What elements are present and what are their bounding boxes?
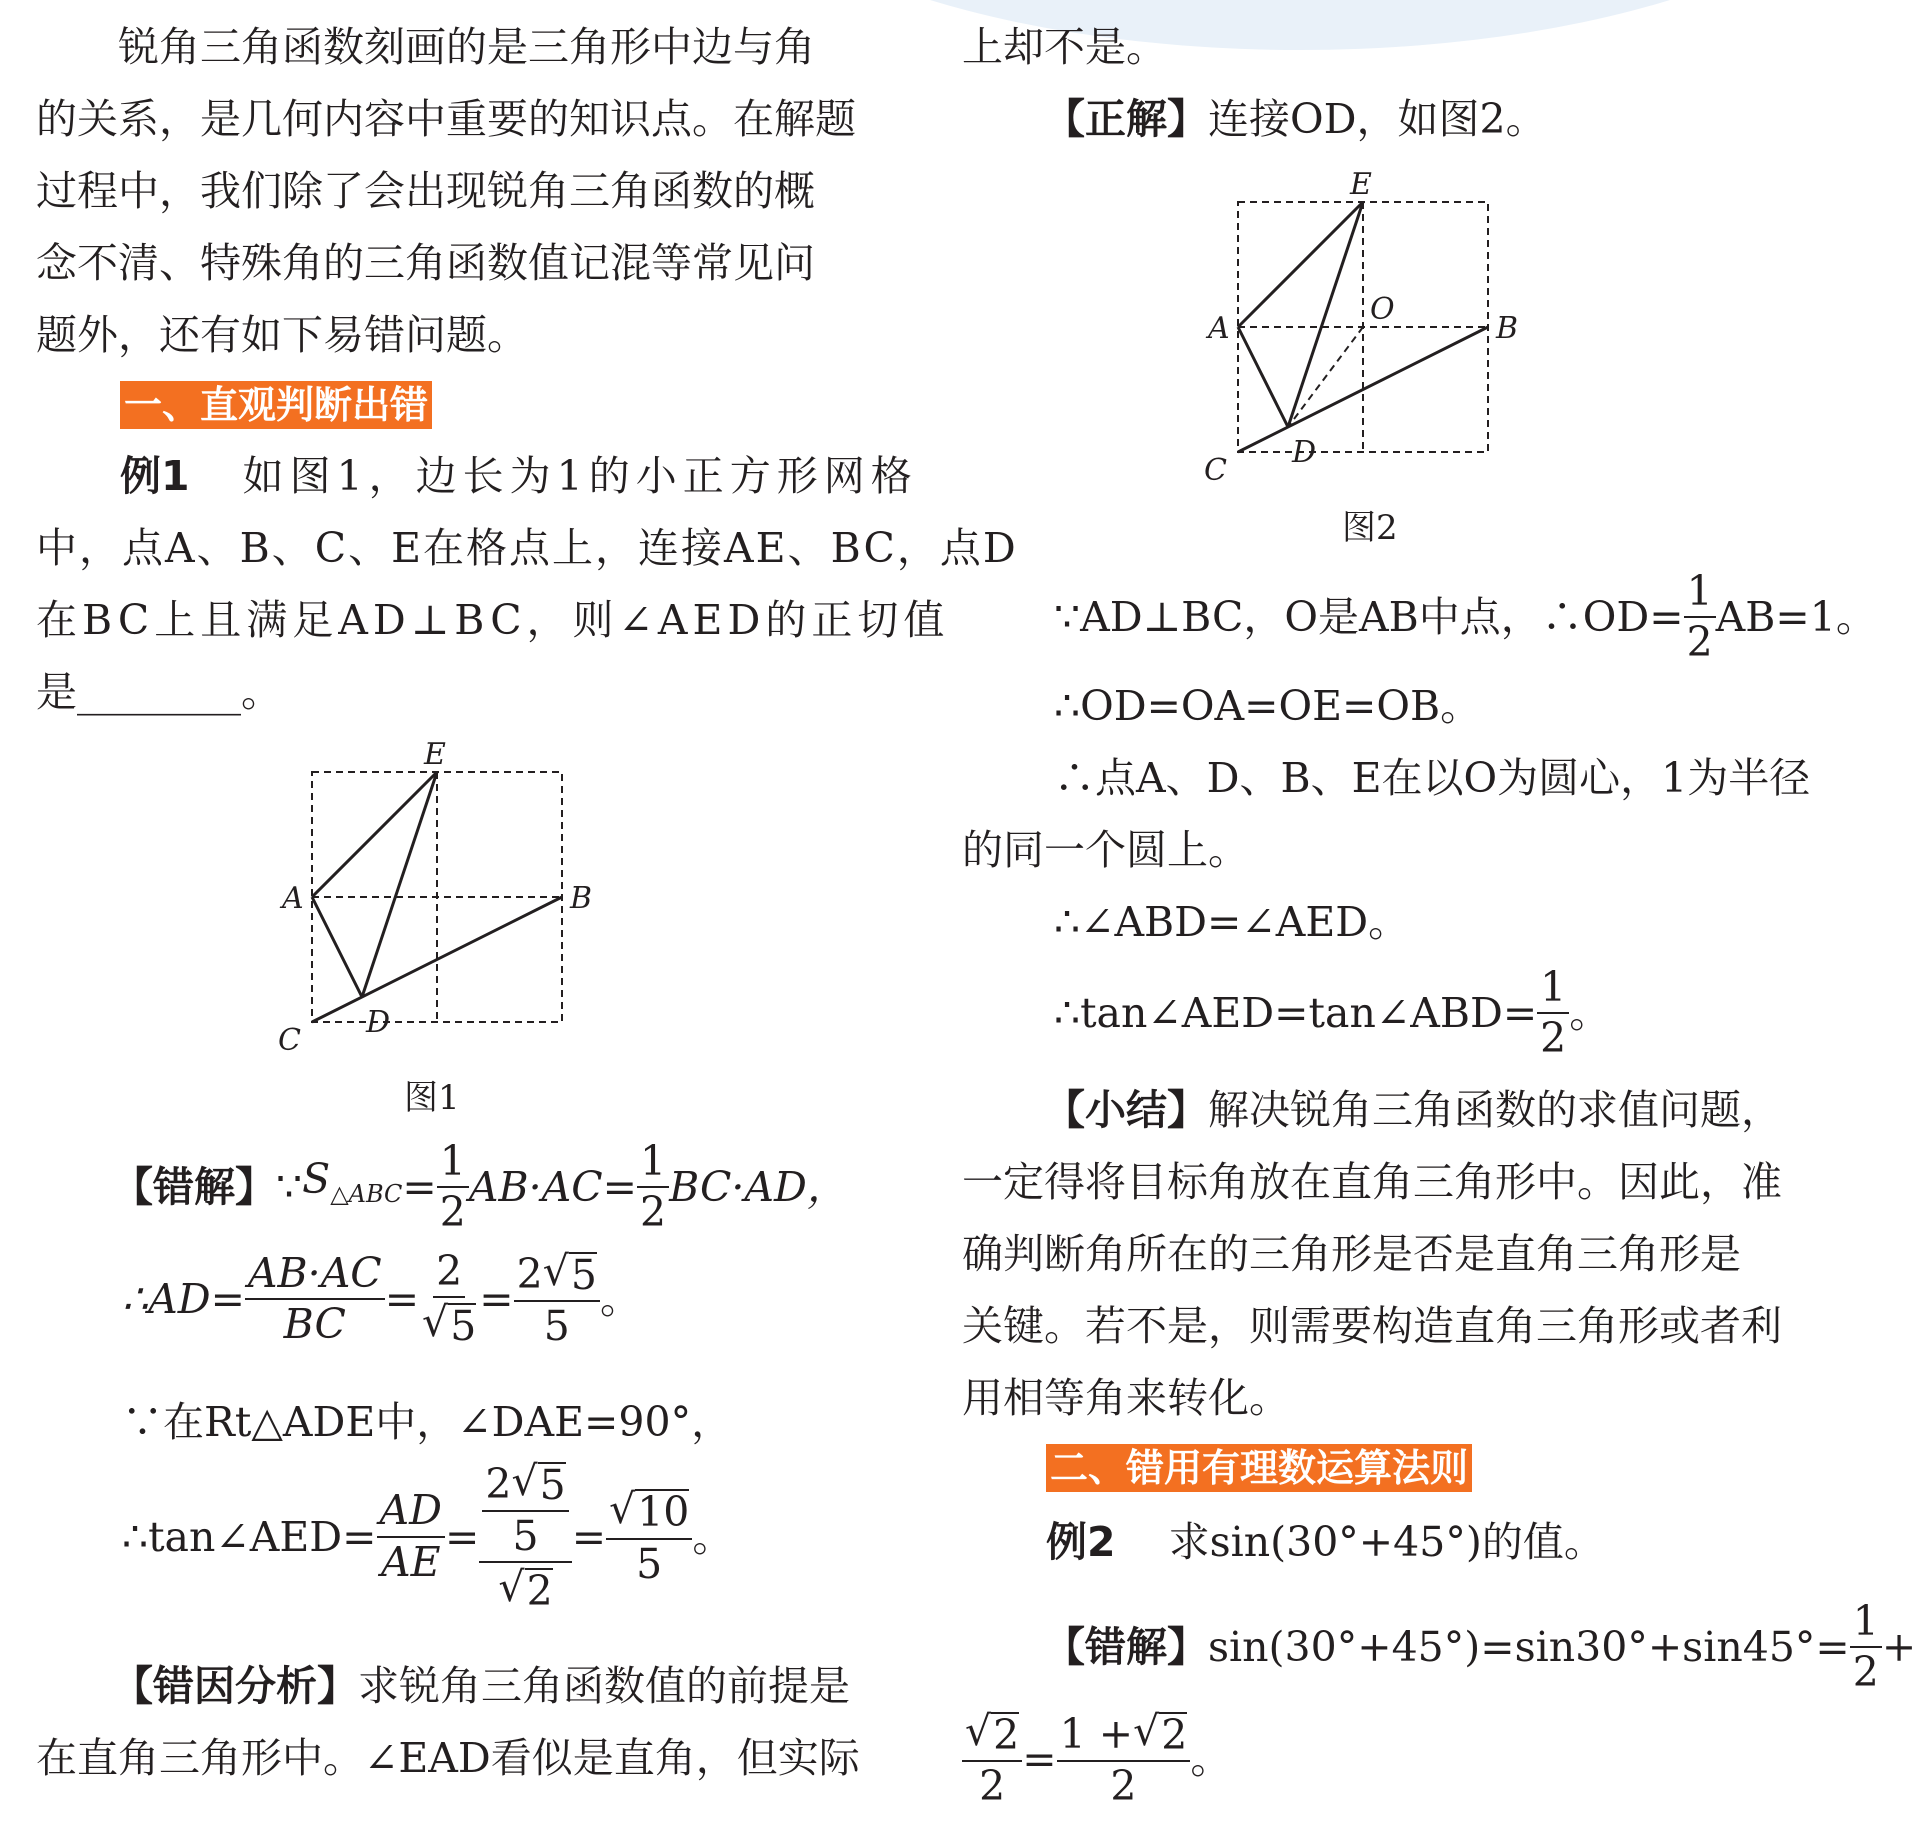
figure2-label-C: C bbox=[1204, 453, 1227, 488]
summary-text-1: 解决锐角三角函数的求值问题， bbox=[1208, 1086, 1782, 1134]
intro-line-4: 念不清、特殊角的三角函数值记混等常见问 bbox=[36, 239, 815, 287]
example1-label-line bbox=[120, 440, 918, 512]
wrong1-l2-eq2: = bbox=[479, 1275, 514, 1324]
summary-line-4: 关键。若不是，则需要构造直角三角形或者利 bbox=[962, 1302, 1782, 1350]
example1-label: 例1 bbox=[120, 452, 190, 500]
wrong2-l2-frac1: $\frac{√2}{2}$ bbox=[962, 1710, 1022, 1808]
figure2-segment-AD bbox=[1238, 327, 1288, 427]
step3-line-1: ∴点A、D、B、E在以O为圆心，1为半径 bbox=[1054, 754, 1811, 802]
section1-header: 一、直观判断出错 bbox=[120, 381, 432, 429]
figure1-segment-AE bbox=[312, 772, 437, 897]
figure2-label-E: E bbox=[1350, 167, 1372, 202]
figure2-label-A: A bbox=[1208, 311, 1230, 346]
error-analysis-tag: 【错因分析】 bbox=[112, 1662, 358, 1710]
wrong1-l4-eq2: = bbox=[571, 1512, 607, 1561]
step1-text: ∵AD⊥BC，O是AB中点，∴OD= bbox=[1054, 593, 1684, 642]
example1-line-3: 在BC上且满足AD⊥BC，则∠AED的正切值 bbox=[36, 596, 950, 644]
figure2-segment-OD bbox=[1288, 327, 1363, 427]
wrong1-l1-eq: = bbox=[402, 1163, 437, 1212]
figure2-segment-ED bbox=[1288, 202, 1363, 427]
figure1-segment-AD bbox=[312, 897, 362, 997]
step1-frac: $\frac{1}{2}$ bbox=[1684, 570, 1716, 664]
summary-tag: 【小结】 bbox=[1044, 1086, 1208, 1134]
continuation-line: 上却不是。 bbox=[962, 23, 1167, 71]
summary-line-1 bbox=[1044, 1074, 1782, 1146]
example1-line-1: 如图1，边长为1的小正方形网格 bbox=[242, 452, 918, 500]
figure2-caption: 图2 bbox=[1342, 508, 1398, 548]
figure2-grid bbox=[1238, 202, 1488, 452]
intro-line-1: 锐角三角函数刻画的是三角形中边与角 bbox=[118, 23, 815, 71]
figure2-label-B: B bbox=[1496, 311, 1519, 346]
figure1-label-C: C bbox=[278, 1023, 301, 1058]
figure1-grid bbox=[312, 772, 562, 1022]
wrong2-plus: + bbox=[1881, 1623, 1916, 1672]
intro-line-5: 题外，还有如下易错问题。 bbox=[36, 311, 528, 359]
figure2 bbox=[1202, 160, 1562, 488]
wrong1-l4-frac3: $\frac{√10}{5}$ bbox=[606, 1488, 692, 1586]
correct-text: 连接OD，如图2。 bbox=[1208, 95, 1547, 143]
error-analysis-line-1 bbox=[112, 1650, 850, 1722]
wrong1-l2-lead: ∴AD= bbox=[122, 1275, 245, 1324]
wrong1-l1-abac: AB·AC= bbox=[468, 1163, 637, 1212]
wrong2-l2-end: 。 bbox=[1190, 1735, 1232, 1784]
wrong1-l2-eq1: = bbox=[384, 1275, 420, 1324]
wrong2-l2-frac2: $\frac{1 +√2}{2}$ bbox=[1057, 1710, 1191, 1808]
wrong1-l4-frac2: $\frac{\frac{2√5}{5}}{√2}$ bbox=[479, 1460, 571, 1613]
step1-line bbox=[1054, 567, 1877, 667]
intro-line-2: 的关系，是几何内容中重要的知识点。在解题 bbox=[36, 95, 856, 143]
wrong1-l4-frac1: $\frac{AD}{AE}$ bbox=[377, 1489, 445, 1583]
step5-text: ∴tan∠AED=tan∠ABD= bbox=[1054, 989, 1538, 1038]
figure1 bbox=[276, 730, 636, 1058]
correct-solution-line bbox=[1044, 83, 1547, 155]
example1-line-4: 是________。 bbox=[36, 668, 282, 716]
wrong1-l1-frac1: $\frac{1}{2}$ bbox=[437, 1140, 469, 1234]
wrong1-line2 bbox=[122, 1247, 641, 1351]
example2-line bbox=[1046, 1506, 1605, 1578]
summary-line-3: 确判断角所在的三角形是否是直角三角形是 bbox=[962, 1230, 1741, 1278]
wrong1-line4 bbox=[122, 1457, 734, 1616]
wrong1-line1 bbox=[112, 1137, 848, 1237]
wrong2-text: sin(30°+45°)=sin30°+sin45°= bbox=[1208, 1623, 1850, 1672]
figure1-label-D: D bbox=[366, 1005, 391, 1040]
error-analysis-text-1: 求锐角三角函数值的前提是 bbox=[358, 1662, 850, 1710]
wrong2-line1 bbox=[1044, 1597, 1916, 1697]
wrong1-l1-s: $S_{\triangle ABC}$ bbox=[302, 1155, 403, 1209]
wrong2-frac: $\frac{1}{2}$ bbox=[1850, 1600, 1882, 1694]
step4-line: ∴∠ABD=∠AED。 bbox=[1054, 898, 1410, 946]
wrong1-l1-lead: ∵ bbox=[276, 1163, 303, 1212]
figure1-label-A: A bbox=[282, 881, 304, 916]
summary-line-5: 用相等角来转化。 bbox=[962, 1374, 1290, 1422]
wrong1-line3: ∵在Rt△ADE中，∠DAE=90°， bbox=[122, 1398, 733, 1446]
correct-tag: 【正解】 bbox=[1044, 95, 1208, 143]
wrong1-l4-eq1: = bbox=[445, 1512, 480, 1561]
wrong2-tag: 【错解】 bbox=[1044, 1623, 1208, 1672]
summary-line-2: 一定得将目标角放在直角三角形中。因此，准 bbox=[962, 1158, 1782, 1206]
figure2-segment-AE bbox=[1238, 202, 1363, 327]
example2-label: 例2 bbox=[1046, 1518, 1116, 1566]
example2-text: 求sin(30°+45°)的值。 bbox=[1168, 1518, 1605, 1566]
step2-line: ∴OD=OA=OE=OB。 bbox=[1054, 682, 1482, 730]
wrong2-l2-eq: = bbox=[1022, 1735, 1057, 1784]
step5-end: 。 bbox=[1569, 989, 1611, 1038]
example1-line-2: 中，点A、B、C、E在格点上，连接AE、BC，点D bbox=[36, 524, 1018, 572]
figure1-caption: 图1 bbox=[404, 1078, 460, 1118]
step1-end: AB=1。 bbox=[1715, 593, 1877, 642]
wrong1-l1-bcad: BC·AD， bbox=[669, 1163, 848, 1212]
wrong1-tag: 【错解】 bbox=[112, 1163, 276, 1212]
figure1-segment-ED bbox=[362, 772, 437, 997]
wrong1-l2-frac2: $\frac{2}{√5}$ bbox=[422, 1247, 477, 1351]
intro-line-3: 过程中，我们除了会出现锐角三角函数的概 bbox=[36, 167, 815, 215]
header-background-arc bbox=[700, 0, 1900, 50]
section2-header: 二、错用有理数运算法则 bbox=[1046, 1444, 1472, 1492]
step3-line-2: 的同一个圆上。 bbox=[962, 826, 1249, 874]
step5-frac: $\frac{1}{2}$ bbox=[1537, 966, 1569, 1060]
figure2-label-D: D bbox=[1292, 435, 1317, 470]
figure1-label-B: B bbox=[570, 881, 593, 916]
wrong1-l1-frac2: $\frac{1}{2}$ bbox=[637, 1140, 669, 1234]
wrong1-l4-end: 。 bbox=[692, 1512, 734, 1561]
wrong1-l2-end: 。 bbox=[599, 1275, 641, 1324]
step5-line bbox=[1054, 963, 1611, 1063]
wrong1-l2-frac1: $\frac{AB\cdot AC}{BC}$ bbox=[245, 1252, 385, 1346]
wrong2-line2 bbox=[962, 1707, 1232, 1811]
wrong1-l2-frac3: $\frac{2√5}{5}$ bbox=[514, 1250, 600, 1348]
figure2-label-O: O bbox=[1370, 292, 1395, 327]
error-analysis-line-2: 在直角三角形中。∠EAD看似是直角，但实际 bbox=[36, 1734, 860, 1782]
wrong1-l4-lead: ∴tan∠AED= bbox=[122, 1512, 377, 1561]
figure1-label-E: E bbox=[424, 737, 446, 772]
